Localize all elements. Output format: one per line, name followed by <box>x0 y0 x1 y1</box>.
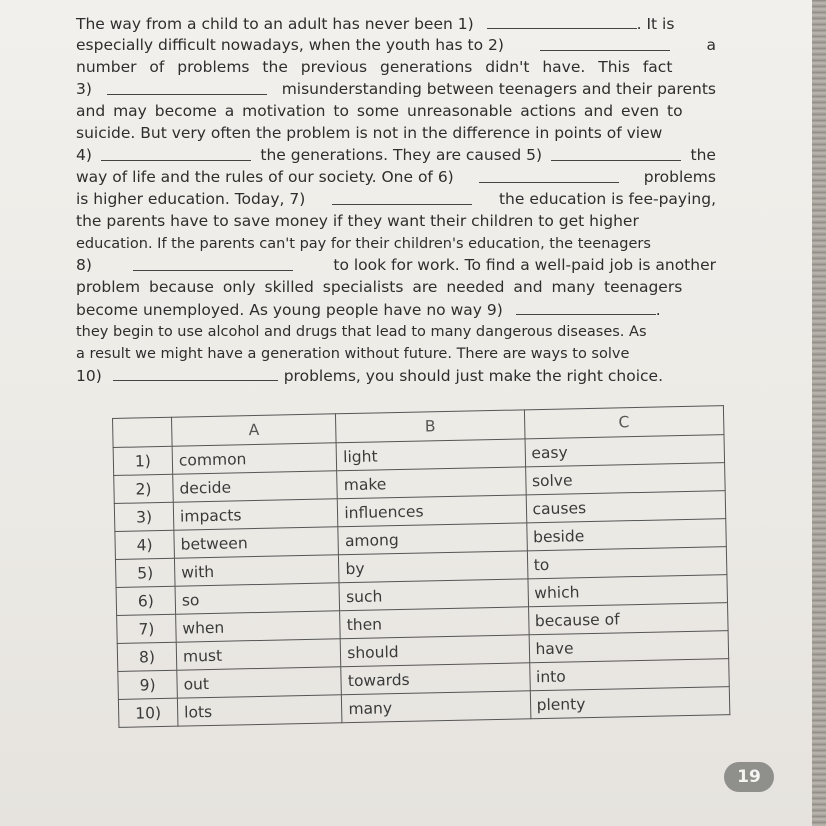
option-cell[interactable]: because of <box>528 603 728 635</box>
passage-line <box>76 56 716 78</box>
option-cell[interactable]: such <box>339 579 528 611</box>
option-cell[interactable]: lots <box>177 695 342 726</box>
passage-text: especially difficult nowadays, when the youth has to 2) <box>76 36 504 54</box>
option-cell[interactable]: between <box>174 527 339 558</box>
page-edge <box>812 0 826 826</box>
option-cell[interactable]: then <box>340 607 529 639</box>
passage-text: 8) <box>76 256 92 274</box>
passage-text: . It is <box>636 15 675 33</box>
row-number: 3) <box>114 502 174 531</box>
option-cell[interactable]: many <box>342 691 531 723</box>
column-header-c: C <box>524 406 724 439</box>
option-cell[interactable]: easy <box>525 435 725 467</box>
passage-text: . <box>655 301 661 319</box>
passage-text: problem because only skilled specialists are needed and many teenagers <box>76 278 683 296</box>
passage-line <box>76 232 716 254</box>
passage-text: a <box>706 36 716 54</box>
option-cell[interactable]: among <box>338 523 527 555</box>
row-number: 1) <box>113 446 173 475</box>
passage-text: the parents have to save money if they want their children to get higher <box>76 212 639 230</box>
answer-blank-2[interactable] <box>540 34 670 51</box>
row-number: 9) <box>118 670 178 699</box>
passage-line <box>76 276 716 298</box>
passage-text: the <box>690 146 716 164</box>
answer-blank-1[interactable] <box>487 12 637 29</box>
passage-text: way of life and the rules of our society. One of 6) <box>76 168 454 186</box>
passage-text: and may become a motivation to some unreasonable actions and even to <box>76 102 683 120</box>
passage-text: problems <box>643 168 716 186</box>
option-cell[interactable]: by <box>339 551 528 583</box>
option-cell[interactable]: to <box>527 547 727 579</box>
answer-blank-3[interactable] <box>107 78 267 95</box>
passage-text: the generations. They are caused 5) <box>260 146 543 164</box>
passage-text: misunderstanding between teenagers and their parents <box>281 80 716 98</box>
passage-text: problems, you should just make the right choice. <box>283 367 663 385</box>
passage-text: the education is fee-paying, <box>498 190 716 208</box>
passage-text: become unemployed. As young people have no way 9) <box>76 301 503 319</box>
passage-line <box>76 166 716 188</box>
option-cell[interactable]: should <box>341 635 530 667</box>
passage-text: 3) <box>76 80 92 98</box>
option-cell[interactable]: common <box>172 443 337 474</box>
row-number: 8) <box>117 642 177 671</box>
passage-text: education. If the parents can't pay for their children's education, the teenagers <box>76 236 651 252</box>
passage-text: is higher education. Today, 7) <box>76 190 306 208</box>
passage-line <box>76 100 716 122</box>
passage-text: suicide. But very often the problem is not in the difference in points of view <box>76 124 663 142</box>
option-cell[interactable]: impacts <box>173 499 338 530</box>
passage-line <box>76 34 716 56</box>
passage-line <box>76 254 716 276</box>
passage-line <box>76 342 716 364</box>
passage-line <box>76 210 716 232</box>
passage-line <box>76 364 716 386</box>
answer-blank-9[interactable] <box>516 298 656 315</box>
answer-blank-7[interactable] <box>332 188 472 205</box>
column-header-b: B <box>336 410 525 443</box>
row-number: 6) <box>116 586 176 615</box>
passage-text: a result we might have a generation without future. There are ways to solve <box>76 346 630 362</box>
column-header-number <box>113 417 173 447</box>
row-number: 10) <box>118 698 178 727</box>
option-cell[interactable]: influences <box>338 495 527 527</box>
answer-options-table <box>112 405 730 728</box>
answer-blank-4[interactable] <box>101 144 251 161</box>
option-cell[interactable]: decide <box>173 471 338 502</box>
option-cell[interactable]: towards <box>341 663 530 695</box>
column-header-a: A <box>171 414 336 446</box>
passage-line <box>76 78 716 100</box>
cloze-passage <box>76 12 716 386</box>
answer-blank-5[interactable] <box>551 144 681 161</box>
page-number-badge: 19 <box>724 762 774 792</box>
answer-options-table-wrap <box>112 405 730 728</box>
passage-text: to look for work. To find a well-paid job is another <box>333 256 716 274</box>
option-cell[interactable]: have <box>529 631 729 663</box>
answer-blank-8[interactable] <box>133 254 293 271</box>
passage-line <box>76 122 716 144</box>
option-cell[interactable]: when <box>176 611 341 642</box>
passage-line <box>76 144 716 166</box>
option-cell[interactable]: which <box>528 575 728 607</box>
row-number: 4) <box>115 530 175 559</box>
passage-line <box>76 320 716 342</box>
row-number: 7) <box>117 614 177 643</box>
option-cell[interactable]: plenty <box>530 687 730 719</box>
option-cell[interactable]: light <box>336 439 525 471</box>
answer-blank-10[interactable] <box>113 364 278 381</box>
option-cell[interactable]: make <box>337 467 526 499</box>
option-cell[interactable]: causes <box>526 491 726 523</box>
option-cell[interactable]: beside <box>526 519 726 551</box>
passage-line <box>76 188 716 210</box>
option-cell[interactable]: must <box>176 639 341 670</box>
passage-text: 4) <box>76 146 92 164</box>
passage-line <box>76 12 716 34</box>
row-number: 5) <box>115 558 175 587</box>
passage-text: 10) <box>76 367 102 385</box>
option-cell[interactable]: solve <box>525 463 725 495</box>
option-cell[interactable]: with <box>174 555 339 586</box>
passage-text: number of problems the previous generations didn't have. This fact <box>76 58 673 76</box>
answer-blank-6[interactable] <box>479 166 619 183</box>
passage-line <box>76 298 716 320</box>
row-number: 2) <box>114 474 174 503</box>
passage-text: The way from a child to an adult has never been 1) <box>76 15 474 33</box>
option-cell[interactable]: into <box>529 659 729 691</box>
option-cell[interactable]: so <box>175 583 340 614</box>
option-cell[interactable]: out <box>177 667 342 698</box>
passage-text: they begin to use alcohol and drugs that lead to many dangerous diseases. As <box>76 324 647 340</box>
